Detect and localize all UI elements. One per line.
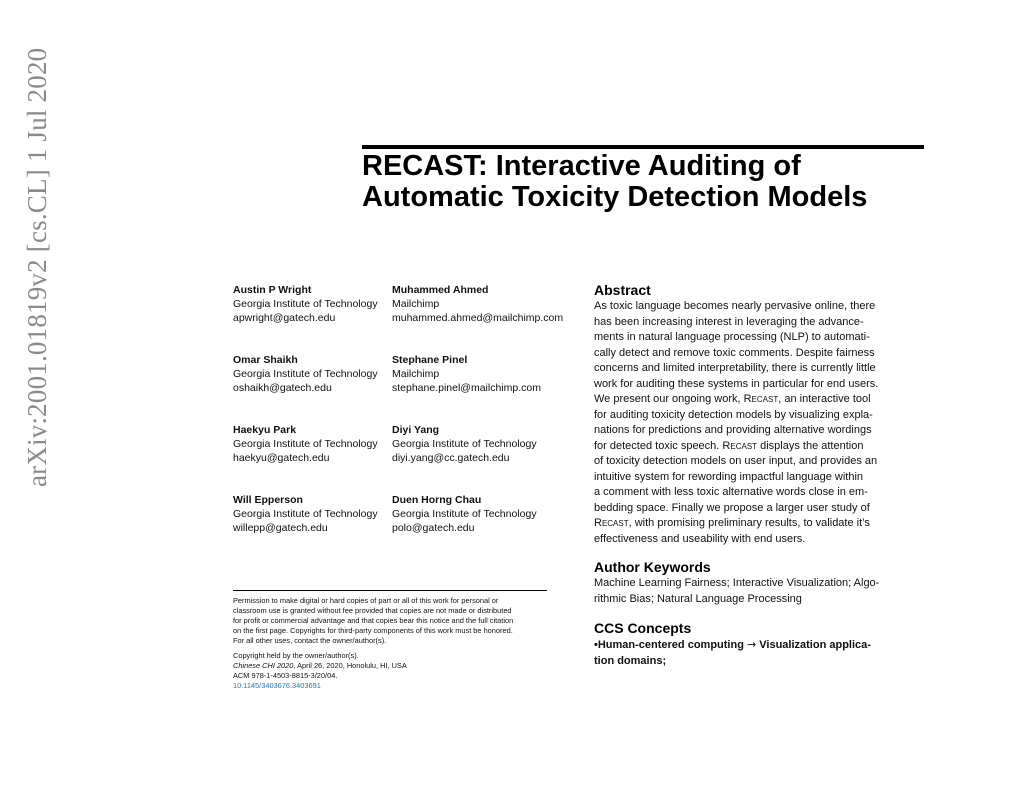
copyright-line: Copyright held by the owner/author(s). bbox=[233, 651, 359, 660]
author-email[interactable]: stephane.pinel@mailchimp.com bbox=[392, 382, 541, 395]
abstract-line: effectiveness and useability with end users. bbox=[594, 532, 806, 545]
author-affiliation: Georgia Institute of Technology bbox=[233, 508, 378, 521]
permission-line: classroom use is granted without fee provided that copies are not made or distributed bbox=[233, 606, 512, 615]
keywords-heading: Author Keywords bbox=[594, 559, 711, 575]
ccs-line bbox=[594, 637, 904, 654]
author-affiliation: Georgia Institute of Technology bbox=[233, 298, 378, 311]
author-email[interactable]: haekyu@gatech.edu bbox=[233, 452, 330, 465]
ccs-heading: CCS Concepts bbox=[594, 620, 692, 636]
author-block bbox=[392, 353, 541, 396]
author-block bbox=[233, 423, 378, 466]
abstract-line: bedding space. Finally we propose a larger user study of bbox=[594, 501, 870, 514]
title-line-2: Automatic Toxicity Detection Models bbox=[362, 181, 868, 213]
author-name: Austin P Wright bbox=[233, 284, 312, 296]
permission-line: For all other uses, contact the owner/author(s). bbox=[233, 636, 387, 645]
venue-name: Chinese CHI 2020 bbox=[233, 661, 294, 670]
author-name: Will Epperson bbox=[233, 494, 303, 506]
tool-name: Recast bbox=[722, 439, 758, 452]
abstract-line: work for auditing these systems in particular for end users. bbox=[594, 377, 879, 390]
abstract-line: intuitive system for rewording impactful language within bbox=[594, 470, 864, 483]
paper-title bbox=[362, 151, 962, 213]
author-block bbox=[233, 493, 378, 536]
abstract-line: cally detect and remove toxic comments. Despite fairness bbox=[594, 346, 875, 359]
ccs-subcategory: Visualization applica- bbox=[756, 639, 871, 651]
author-email[interactable]: oshaikh@gatech.edu bbox=[233, 382, 332, 395]
abstract-line: We present our ongoing work, Recast, an interactive tool bbox=[594, 393, 871, 405]
author-affiliation: Georgia Institute of Technology bbox=[233, 438, 378, 451]
acm-isbn: ACM 978-1-4503-8815-3/20/04. bbox=[233, 671, 338, 680]
abstract-line: nations for predictions and providing alternative wordings bbox=[594, 424, 872, 436]
author-name: Muhammed Ahmed bbox=[392, 284, 489, 296]
title-line-1: RECAST: Interactive Auditing of bbox=[362, 150, 801, 182]
permission-notice bbox=[233, 596, 549, 691]
abstract-line: for auditing toxicity detection models by visualizing expla- bbox=[594, 408, 873, 421]
abstract-line: of toxicity detection models on user input, and provides an bbox=[594, 455, 878, 467]
abstract-line: Recast, with promising preliminary results, to validate it’s bbox=[594, 517, 870, 529]
tool-name: Recast bbox=[594, 517, 629, 529]
venue-line bbox=[233, 661, 549, 671]
keywords-body bbox=[594, 576, 904, 607]
author-name: Stephane Pinel bbox=[392, 354, 468, 366]
author-block bbox=[233, 353, 378, 396]
doi-link[interactable]: 10.1145/3403676.3403691 bbox=[233, 681, 321, 690]
author-block bbox=[392, 493, 537, 536]
author-email[interactable]: willepp@gatech.edu bbox=[233, 522, 328, 535]
footnote-rule bbox=[233, 590, 547, 591]
author-affiliation: Georgia Institute of Technology bbox=[392, 508, 537, 521]
author-name: Omar Shaikh bbox=[233, 354, 298, 366]
abstract-line: a comment with less toxic alternative words close in em- bbox=[594, 486, 868, 498]
right-arrow-icon: → bbox=[746, 638, 757, 651]
author-affiliation: Mailchimp bbox=[392, 368, 440, 381]
author-email[interactable]: diyi.yang@cc.gatech.edu bbox=[392, 452, 510, 465]
venue-details: , April 26, 2020, Honolulu, HI, USA bbox=[293, 661, 407, 670]
abstract-heading: Abstract bbox=[594, 282, 651, 298]
keywords-line: Machine Learning Fairness; Interactive Visualization; Algo- bbox=[594, 577, 880, 589]
permission-text bbox=[233, 596, 549, 646]
abstract-line: has been increasing interest in leveraging the advance- bbox=[594, 315, 864, 328]
ccs-body bbox=[594, 637, 904, 669]
permission-line: for profit or commercial advantage and that copies bear this notice and the full citation bbox=[233, 616, 514, 625]
author-block bbox=[392, 283, 563, 326]
author-block bbox=[392, 423, 537, 466]
author-name: Diyi Yang bbox=[392, 424, 440, 436]
ccs-category: •Human-centered computing bbox=[594, 639, 747, 651]
author-email[interactable]: muhammed.ahmed@mailchimp.com bbox=[392, 312, 564, 325]
author-affiliation: Georgia Institute of Technology bbox=[233, 368, 378, 381]
title-rule bbox=[362, 145, 924, 149]
author-name: Haekyu Park bbox=[233, 424, 297, 436]
author-affiliation: Mailchimp bbox=[392, 298, 440, 311]
ccs-line: tion domains; bbox=[594, 654, 667, 667]
author-email[interactable]: apwright@gatech.edu bbox=[233, 312, 336, 325]
abstract-line: ments in natural language processing (NLP) to automati- bbox=[594, 331, 870, 343]
keywords-line: rithmic Bias; Natural Language Processing bbox=[594, 592, 802, 605]
permission-line: on the first page. Copyrights for third-party components of this work must be honored. bbox=[233, 626, 513, 635]
tool-name: Recast bbox=[743, 393, 779, 405]
author-email[interactable]: polo@gatech.edu bbox=[392, 522, 475, 535]
abstract-line: concerns and limited interpretability, there is currently little bbox=[594, 362, 876, 374]
permission-line: Permission to make digital or hard copies of part or all of this work for personal or bbox=[233, 596, 499, 605]
abstract-line: As toxic language becomes nearly pervasive online, there bbox=[594, 300, 876, 312]
author-affiliation: Georgia Institute of Technology bbox=[392, 438, 537, 451]
author-block bbox=[233, 283, 378, 326]
arxiv-stamp: arXiv:2001.01819v2 [cs.CL] 1 Jul 2020 bbox=[22, 47, 52, 487]
author-name: Duen Horng Chau bbox=[392, 494, 482, 506]
abstract-line: for detected toxic speech. Recast displays the attention bbox=[594, 439, 864, 452]
abstract-body bbox=[594, 299, 904, 547]
